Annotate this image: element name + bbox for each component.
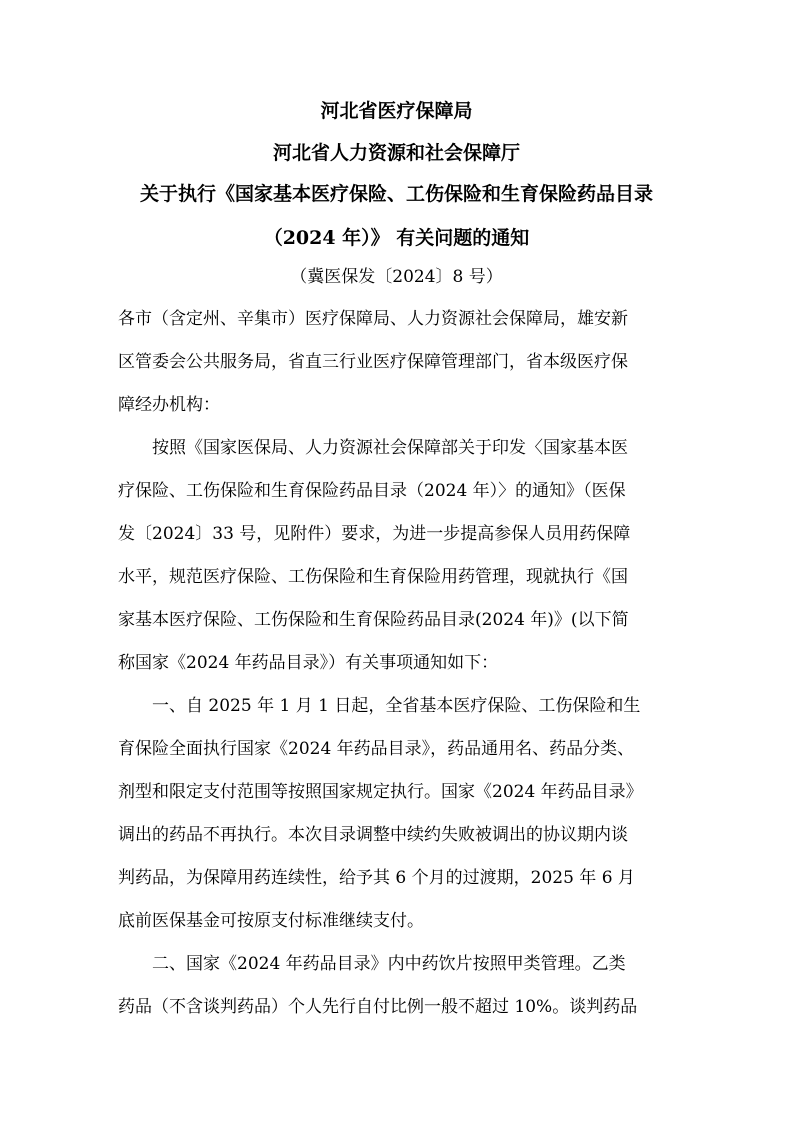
issuer-title-1: 河北省医疗保障局 bbox=[320, 100, 473, 122]
addressee-line: 区管委会公共服务局，省直三行业医疗保障管理部门，省本级医疗保 bbox=[118, 352, 628, 372]
paragraph-line: 一、自 2025 年 1 月 1 日起，全省基本医疗保险、工伤保险和生 bbox=[152, 696, 641, 716]
paragraph-line: 调出的药品不再执行。本次目录调整中续约失败被调出的协议期内谈 bbox=[118, 825, 628, 845]
notice-title-line-2: （2024 年）》 有关问题的通知 bbox=[263, 227, 530, 249]
paragraph-line: 二、国家《2024 年药品目录》内中药饮片按照甲类管理。乙类 bbox=[152, 954, 626, 974]
paragraph-line: 发〔2024〕33 号，见附件）要求，为进一步提高参保人员用药保障 bbox=[118, 524, 631, 544]
paragraph-line: 疗保险、工伤保险和生育保险药品目录（2024 年）〉的通知》（医保 bbox=[118, 481, 626, 501]
paragraph-line: 判药品，为保障用药连续性，给予其 6 个月的过渡期，2025 年 6 月 bbox=[118, 868, 635, 888]
paragraph-line: 药品（不含谈判药品）个人先行自付比例一般不超过 10%。谈判药品 bbox=[118, 997, 638, 1017]
paragraph-line: 剂型和限定支付范围等按照国家规定执行。国家《2024 年药品目录》 bbox=[118, 782, 643, 802]
paragraph-line: 底前医保基金可按原支付标准继续支付。 bbox=[118, 911, 424, 931]
paragraph-line: 称国家《2024 年药品目录》）有关事项通知如下： bbox=[118, 653, 499, 673]
paragraph-line: 按照《国家医保局、人力资源社会保障部关于印发〈国家基本医 bbox=[152, 438, 628, 458]
document-number: （冀医保发〔2024〕8 号） bbox=[290, 267, 503, 287]
paragraph-line: 家基本医疗保险、工伤保险和生育保险药品目录(2024 年)》(以下简 bbox=[118, 610, 629, 630]
paragraph-line: 水平，规范医疗保险、工伤保险和生育保险用药管理，现就执行《国 bbox=[118, 567, 628, 587]
notice-title-line-1: 关于执行《国家基本医疗保险、工伤保险和生育保险药品目录 bbox=[139, 183, 653, 205]
paragraph-line: 育保险全面执行国家《2024 年药品目录》，药品通用名、药品分类、 bbox=[118, 739, 635, 759]
issuer-title-2: 河北省人力资源和社会保障厅 bbox=[272, 142, 520, 164]
addressee-line: 障经办机构： bbox=[118, 395, 220, 415]
addressee-line: 各市（含定州、辛集市）医疗保障局、人力资源社会保障局，雄安新 bbox=[118, 309, 628, 329]
